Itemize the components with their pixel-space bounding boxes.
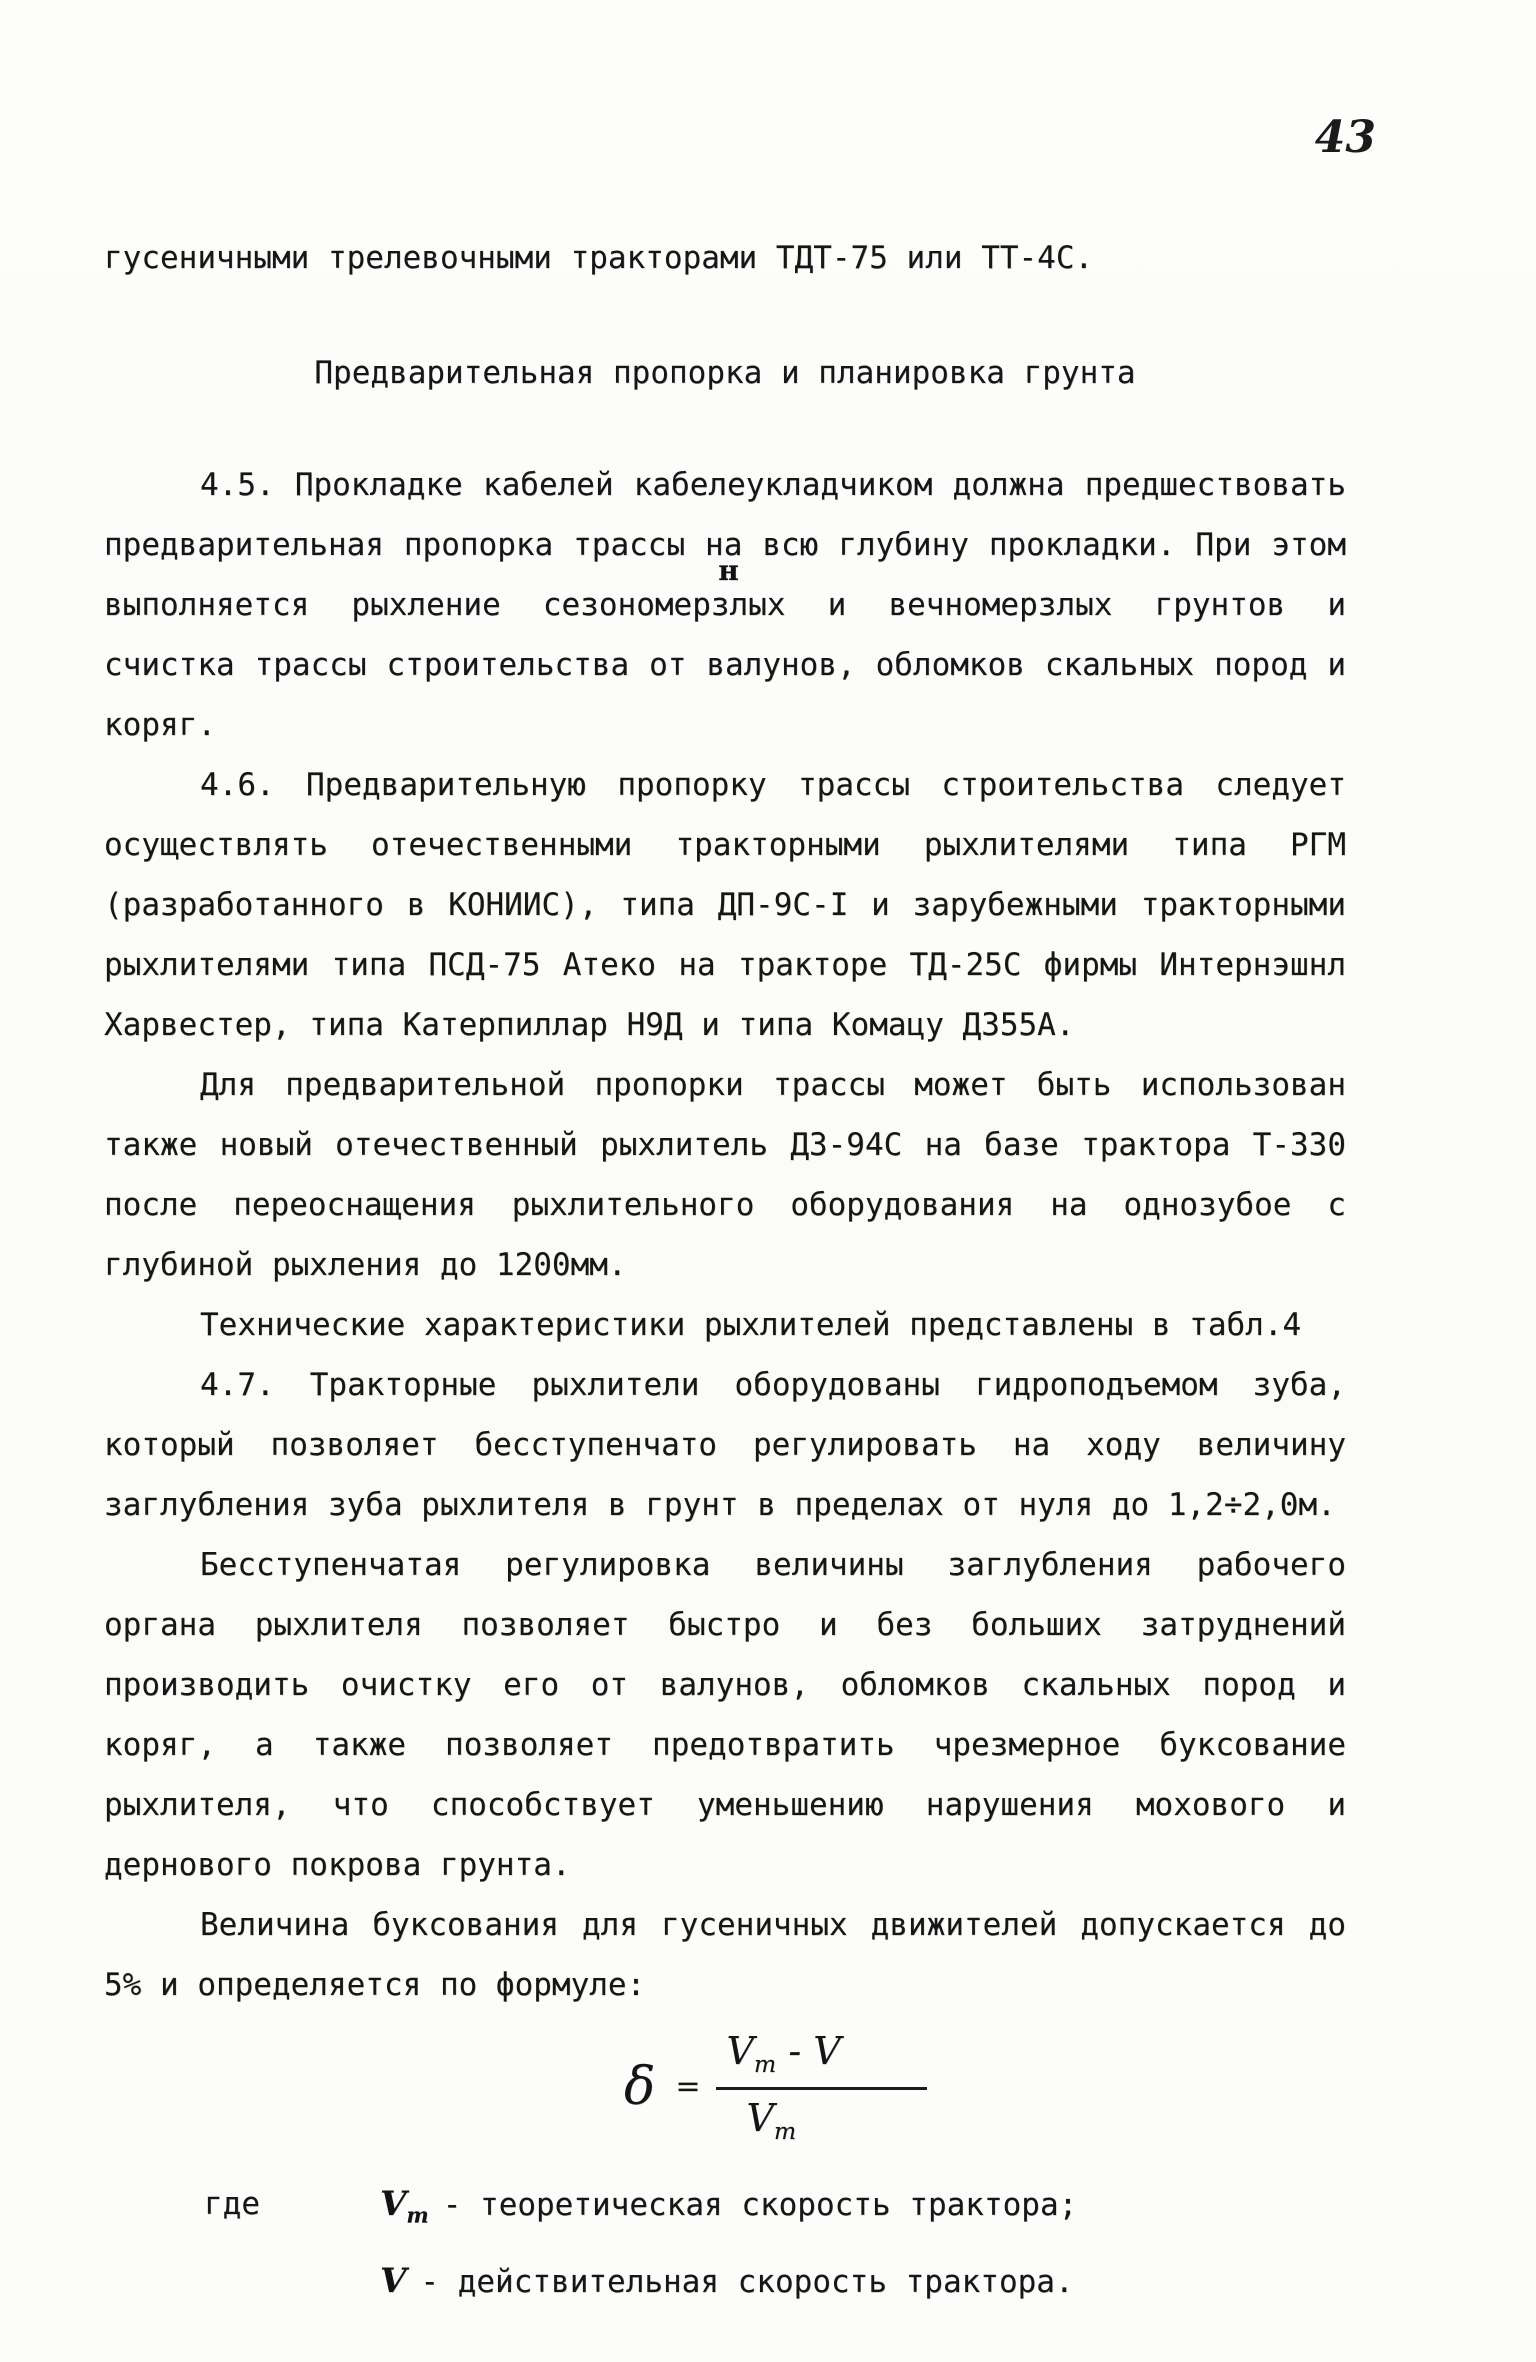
where-definitions xyxy=(380,2171,1077,2315)
delta-symbol: δ xyxy=(624,2056,656,2117)
paragraph-dz-94s: Для предварительной пропорки трассы может быть использован также новый отечественный рыхлитель ДЗ-94С на базе трактора Т-330 после переоснащения рыхлительного оборудования на однозубое с глубиной рыхления до 1200мм. xyxy=(104,1067,1346,1283)
where-label: где xyxy=(204,2186,260,2222)
slippage-formula xyxy=(624,2029,1346,2145)
section-heading: Предварительная пропорка и планировка грунта xyxy=(314,355,1136,391)
paragraph-4-5 xyxy=(104,455,1346,755)
vt-variable xyxy=(380,2171,429,2248)
page-number: 43 xyxy=(1314,112,1376,163)
denominator-subscript: т xyxy=(773,2116,797,2145)
paragraph-slippage: Величина буксования для гусеничных движителей допускается до 5% и определяется по формуле: xyxy=(104,1907,1346,2003)
paragraph-table-reference: Технические характеристики рыхлителей представлены в табл.4 xyxy=(200,1307,1302,1343)
theoretical-speed-text: - теоретическая скорость трактора; xyxy=(442,2187,1078,2223)
vt-subscript: т xyxy=(406,2202,429,2228)
intro-continuation-line: гусеничными трелевочными тракторами ТДТ-75 или ТТ-4С. xyxy=(104,240,1094,276)
v-variable: V xyxy=(380,2261,407,2302)
paragraph-regulation: Бесступенчатая регулировка величины заглубления рабочего органа рыхлителя позволяет быстро и без больших затруднений производить очистку его от валунов, обломков скальных пород и коряг, а также позволяет предотвратить чрезмерное буксование рыхлителя, что способствует уменьшению нарушения мохового и дернового покрова грунта. xyxy=(104,1547,1346,1883)
actual-speed-text: - действительная скорость трактора. xyxy=(420,2264,1074,2301)
inserted-letter: н xyxy=(718,554,739,587)
paragraph-4-7: 4.7. Тракторные рыхлители оборудованы гидроподъемом зуба, который позволяет бесступенчато регулировать на ходу величину заглубления зуба рыхлителя в грунт в пределах от нуля до 1,2÷2,0м. xyxy=(104,1367,1346,1523)
paragraph-4-5-part2: омерзлых и вечномерзлых грунтов и счистка трассы строительства от валунов, обломков скальных пород и коряг. xyxy=(104,587,1346,743)
paragraph-4-6: 4.6. Предварительную пропорку трассы строительства следует осуществлять отечественными тракторными рыхлителями типа РГМ (разработанного в КОНИИС), типа ДП-9С-I и зарубежными тракторными рыхлителями типа ПСД-75 Атеко на тракторе ТД-25С фирмы Интернэшнл Харвестер, типа Катерпиллар Н9Д и типа Комацу Д355А. xyxy=(104,767,1346,1043)
definition-actual-speed xyxy=(380,2248,1077,2315)
numerator xyxy=(716,2029,926,2090)
denominator xyxy=(716,2090,796,2146)
numerator-variable: V xyxy=(726,2029,754,2073)
numerator-subscript: т xyxy=(753,2050,777,2079)
definition-theoretical-speed xyxy=(380,2171,1077,2248)
denominator-variable: V xyxy=(746,2095,774,2140)
paragraph-4-5-part1: 4.5. Прокладке кабелей кабелеукладчиком должна предшествовать предварительная пропорка трассы на всю глубину прокладки. При этом выполняется рыхление сезон xyxy=(104,467,1346,623)
vt-base: V xyxy=(380,2184,407,2224)
equals-sign: = xyxy=(675,2069,701,2104)
where-block xyxy=(104,2171,1346,2315)
numerator-rest: - V xyxy=(776,2029,841,2073)
fraction xyxy=(716,2029,926,2145)
